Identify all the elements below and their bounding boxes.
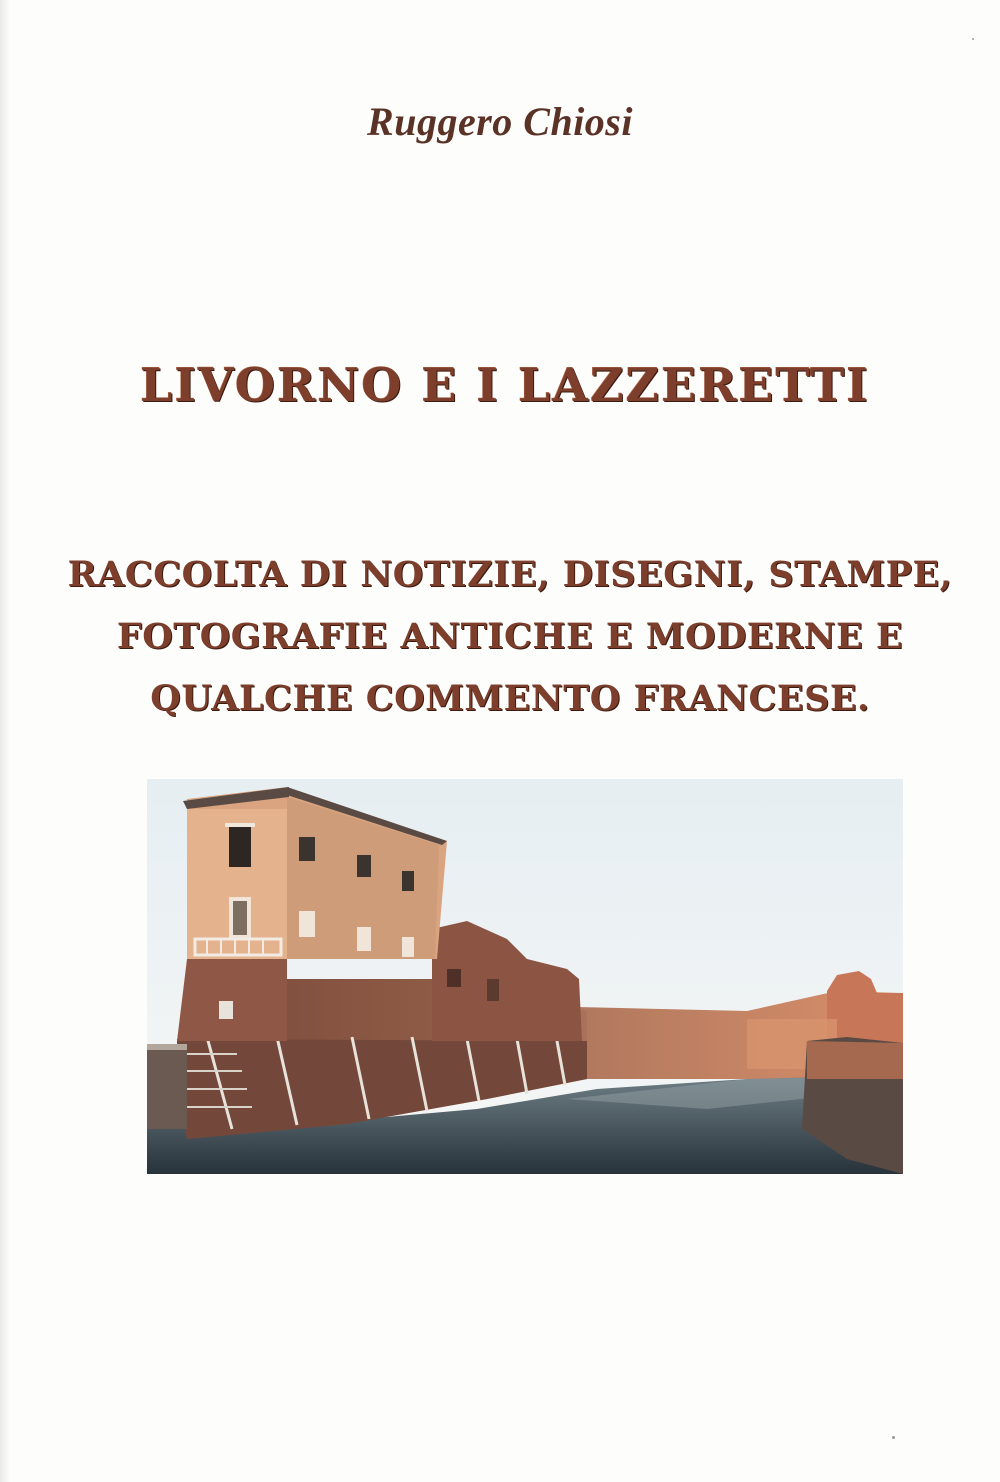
page-edge-shadow	[0, 0, 10, 1482]
subtitle-line-2: FOTOGRAFIE ANTICHE E MODERNE E	[116, 616, 904, 657]
paper-speck	[892, 1436, 895, 1439]
cover-photo-fortress	[147, 779, 903, 1174]
subtitle-line-1: RACCOLTA DI NOTIZIE, DISEGNI, STAMPE,	[67, 554, 953, 595]
paper-speck	[972, 38, 974, 40]
subtitle-line-3: QUALCHE COMMENTO FRANCESE.	[150, 678, 870, 719]
book-subtitle	[0, 544, 1000, 730]
author-name: Ruggero Chiosi	[367, 99, 633, 144]
book-title: LIVORNO E I LAZZERETTI	[140, 358, 870, 412]
